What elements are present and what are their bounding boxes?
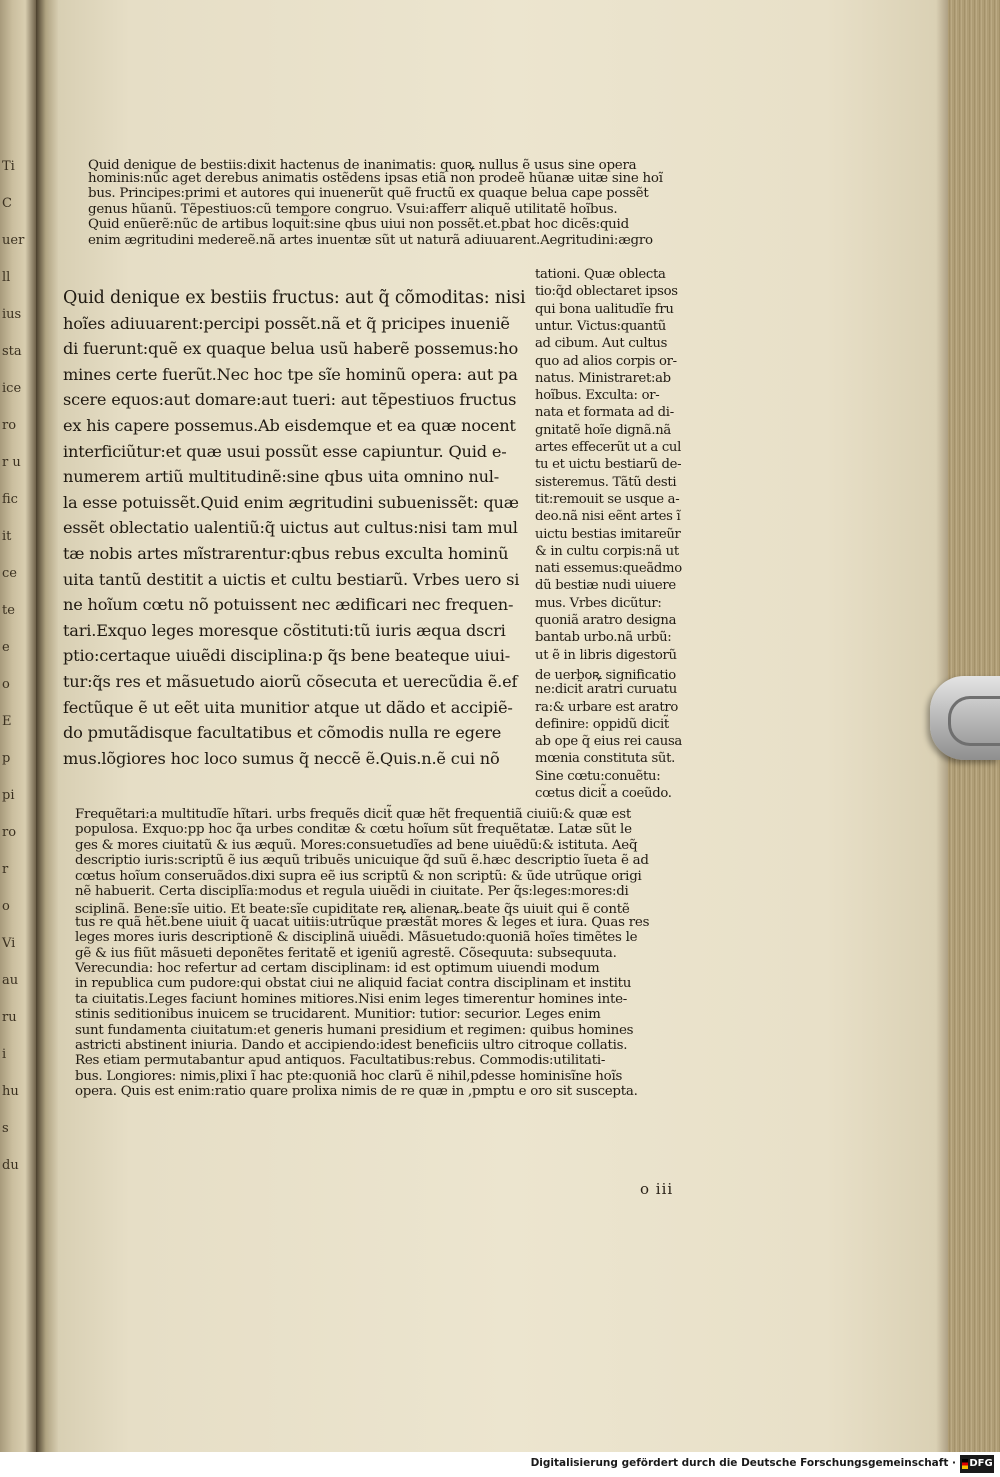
commentary-side-line: dũ bestiæ nudi uiuere [535,578,676,594]
commentary-side-line: untur. Victus:quantũ [535,318,666,334]
left-page-fragment: p [2,751,11,766]
commentary-bottom-line: ges & mores ciuitatũ & ius æquũ. Mores:consuetudĩes ad bene uiuẽdũ:& istituta. Aeq̃ [75,837,638,853]
main-text-line: do pmutãdisque facultatibus et cõmodis nulla re egere [63,723,502,743]
commentary-side-line: natus. Ministraret:ab [535,370,671,386]
commentary-side-line: tationi. Quæ oblecta [535,267,666,282]
commentary-side-line: quo ad alios corpis or- [535,353,677,369]
left-page-fragment: ro [2,825,17,840]
commentary-bottom-line: populosa. Exquo:pp hoc q̃a urbes conditæ & cœtu hoĩum sũt frequẽtatæ. Latæ sũt le [75,822,632,838]
left-page-fragment: r [2,862,9,877]
main-text-line: tur:q̃s res et mãsuetudo aiorũ cõsecuta et uerecũdia ẽ.ef [63,672,518,691]
main-text-line: ptio:certaque uiuẽdi disciplina:p q̃s bene beateque uiui- [63,646,511,666]
main-text-line: la esse potuissẽt.Quid enim ægritudini subuenissẽt: quæ [63,492,519,512]
left-page-fragment: sta [2,344,22,359]
commentary-side-line: ra:& urbare est aratro [535,699,678,715]
commentary-side-line: artes effecerũt ut a cul [535,440,682,455]
commentary-side-line: tu et uictu bestiarũ de- [535,457,682,473]
left-page-fragment: du [2,1158,19,1173]
main-text-line: fectũque ẽ ut eẽt uita munitior atque ut dãdo et accipiẽ- [63,697,513,717]
commentary-bottom-line: Frequẽtari:a multitudĩe hĩtari. urbs frequẽs dicit̃ quæ hẽt frequentiã ciuiũ:& quæ est [75,807,631,822]
main-text-line: numerem artiũ multitudinẽ:sine qbus uita omnino nul- [63,467,500,487]
commentary-side-line: mœnia constituta sũt. [535,751,676,767]
commentary-side-line: tio:q̃d oblectaret ipsos [535,284,678,300]
left-page-fragment: hu [2,1084,19,1099]
left-page-fragment: ius [2,307,22,322]
commentary-top-line: genus hũanũ. Tẽpestiuos:cũ tempore congruo. Vsui:afferr aliquẽ utilitatẽ hoĩbus. [88,201,618,217]
commentary-side-line: ut ẽ in libris digestorũ [535,647,677,663]
left-page-fragment: C [2,196,12,211]
left-page-fragment: ll [2,270,11,285]
funding-credit: Digitalisierung gefördert durch die Deutsche Forschungsgemeinschaft · [530,1457,956,1469]
commentary-bottom-line: descriptio iuris:scriptũ ẽ ius æquũ tribuẽs unicuique q̃d suũ ẽ.hæc descriptio ĩueta ẽ ad [75,853,649,869]
left-page-fragment: ro [2,418,17,433]
left-page-fragment: e [2,640,10,655]
main-text-line: tari.Exquo leges moresque cõstituti:tũ iuris æqua dscri [63,620,506,640]
commentary-bottom-line: Verecundia: hoc refertur ad certam disciplinam: id est optimum uiuendi modum [75,961,600,976]
commentary-side-line: nati essemus:queãdmo [535,561,682,577]
left-page-fragment: i [2,1047,7,1062]
commentary-side-line: cœtus dicit̃ a coeũdo. [535,786,672,801]
commentary-side-line: ne:dicit̃ aratri curuatu [535,682,677,698]
main-text-line: hoĩes adiuuarent:percipi possẽt.nã et q̃ pricipes inueniẽ [63,313,510,333]
commentary-side-line: ab ope q̃ eius rei causa [535,734,682,750]
book-clamp-clip [930,676,1000,760]
left-page-fragment: Vi [2,936,16,951]
left-page-fragment: te [2,603,15,618]
commentary-bottom-line: astricti abstinent iniuria. Dando et accipiendo:idest beneficiis ultro citroque collatis. [75,1038,628,1053]
commentary-bottom-line: opera. Quis est enim:ratio quare prolixa nimis de re quæ in ,pmptu e oro sit suscepta. [75,1084,638,1100]
signature-mark: o iii [640,1180,674,1198]
commentary-bottom-line: gẽ & ius fiũt mãsueti deponẽtes feritatẽ et igeniũ agrestẽ. Cõsequuta: subsequuta. [75,945,617,961]
commentary-bottom-line: sciplinã. Bene:sĩe uitio. Et beate:sĩe cupiditate reꝶ alienaꝶ.beate q̃s uiuit qui ẽ contẽ [75,902,630,918]
commentary-side-line: nata et formata ad di- [535,405,674,421]
left-page-fragment: o [2,677,10,692]
commentary-top-line: bus. Principes:primi et autores qui inuenerũt quẽ fructũ ex quaque belua cape possẽt [88,186,649,201]
commentary-side-line: ad cibum. Aut cultus [535,336,668,352]
commentary-side-line: mus. Vrbes dicũtur: [535,595,662,611]
main-text-line: scere equos:aut domare:aut tueri: aut tẽpestiuos fructus [63,390,517,410]
main-text-line: mus.lõgiores hoc loco sumus q̃ neccẽ ẽ.Quis.n.ẽ cui nõ [63,748,500,768]
commentary-bottom-line: Res etiam permutabantur apud antiquos. Facultatibus:rebus. Commodis:utilitati- [75,1053,606,1069]
left-page-fragment: ce [2,566,17,581]
main-text-line: mines certe fuerũt.Nec hoc tpe sĩe hominũ opera: aut pa [63,364,518,384]
right-page [58,0,960,1452]
commentary-bottom-line: nẽ habuerit. Certa disciplĩa:modus et regula uiuẽdi in ciuitate. Per q̃s:leges:mores:di [75,884,629,899]
commentary-side-line: tit:remouit se usque a- [535,491,680,507]
commentary-bottom-line: leges mores iuris descriptionẽ & disciplinã uiuẽdi. Mãsuetudo:quoniã hoĩes timẽtes le [75,930,638,946]
left-page-edge [0,0,36,1452]
left-page-fragment: Ti [2,159,15,174]
left-page-fragment: fic [2,492,18,507]
main-text-line: essẽt oblectatio ualentiũ:q̃ uictus aut cultus:nisi tam mul [63,518,518,538]
commentary-side-line: deo.nã nisi eẽnt artes ĩ [535,509,681,525]
commentary-bottom-line: in republica cum pudore:qui obstat ciui ne aliquid faciat contra disciplinam et institu [75,976,632,992]
commentary-bottom-line: cœtus hoĩum conseruãdos.dixi supra eẽ ius scriptũ & non scriptũ: & ũde utrũque origi [75,868,642,884]
commentary-side-line: qui bona ualitudĩe fru [535,301,674,317]
left-page-fragment: au [2,973,19,988]
commentary-side-line: & in cultu corpis:nã ut [535,543,679,559]
left-page-fragment: uer [2,233,25,248]
left-page-fragment: r u [2,455,21,470]
commentary-side-line: sisteremus. Tãtũ desti [535,474,677,490]
commentary-side-line: uictu bestias imitareũr [535,526,681,542]
commentary-side-line: Sine cœtu:conuẽtu: [535,768,661,784]
commentary-side-line: bantab urbo.nã urbũ: [535,630,672,646]
main-text-line: interficiũtur:et quæ usui possũt esse capiuntur. Quid e- [63,441,507,461]
commentary-side-line: hoĩbus. Exculta: or- [535,388,660,404]
main-text-line: tæ nobis artes mĩstrarentur:qbus rebus exculta hominũ [63,544,509,563]
left-page-fragment: ru [2,1010,17,1025]
left-page-fragment: E [2,714,12,729]
commentary-side-line: definire: oppidũ dicit̃ [535,716,669,732]
commentary-side-line: de uerboꝶ significatio [535,667,676,683]
commentary-bottom-line: ta ciuitatis.Leges faciunt homines mitiores.Nisi enim leges timerentur homines inte- [75,991,628,1007]
footer-bar [0,1452,1000,1477]
left-page-fragment: o [2,899,10,914]
dfg-logo-icon [960,1455,994,1473]
book-gutter [36,0,58,1452]
commentary-side-line: quoniã aratro designa [535,613,677,628]
commentary-bottom-line: tus re quã hẽt.bene uiuit q̃ uacat uitiis:utrũque præstãt mores & leges et iura. Quas res [75,914,650,930]
left-page-fragment: ice [2,381,22,396]
dfg-logo-text: DFG [969,1458,993,1469]
left-page-fragment: s [2,1121,9,1136]
commentary-top-line: Quid denique de bestiis:dixit hactenus de inanimatis: quoꝶ nullus ẽ usus sine opera [88,158,637,173]
main-text-line: ex his capere possemus.Ab eisdemque et ea quæ nocent [63,416,516,435]
left-page-fragment: pi [2,788,15,803]
main-text-line: ne hoĩum cœtu nõ potuissent nec ædificari nec frequen- [63,595,514,615]
commentary-top-line: enim ægritudini medereẽ.nã artes inuentæ sũt ut naturã adiuuarent.Aegritudini:ægro [88,232,653,248]
commentary-bottom-line: bus. Longiores: nimis,plixi ĩ hac pte:quoniã hoc clarũ ẽ nihil,pdesse hominisĩne hoĩs [75,1068,623,1084]
main-text-line: di fuerunt:quẽ ex quaque belua usũ haberẽ possemus:ho [63,339,519,359]
commentary-side-line: gnitatẽ hoĩe dignã.nã [535,422,671,438]
main-text-line: Quid denique ex bestiis fructus: aut q̃ cõmoditas: nisi [63,288,526,308]
left-page-fragment: it [2,529,12,544]
commentary-top-line: hominis:nũc aget derebus animatis ostẽdens ipsas etiã non prodeẽ hũanæ uitæ sine hoĩ [88,170,663,186]
commentary-top-line: Quid enũerẽ:nũc de artibus loquit̃:sine qbus uiui non possẽt.et.pbat hoc dicẽs:quid [88,217,629,232]
main-text-line: uita tantũ destitit a uictis et cultu bestiarũ. Vrbes uero si [63,569,520,589]
commentary-bottom-line: stinis seditionibus inuicem se trucidarent. Munitior: tutior: securior. Leges enim [75,1007,601,1023]
commentary-bottom-line: sunt fundamenta ciuitatum:et generis humani presidium et regimen: quibus homines [75,1022,634,1038]
